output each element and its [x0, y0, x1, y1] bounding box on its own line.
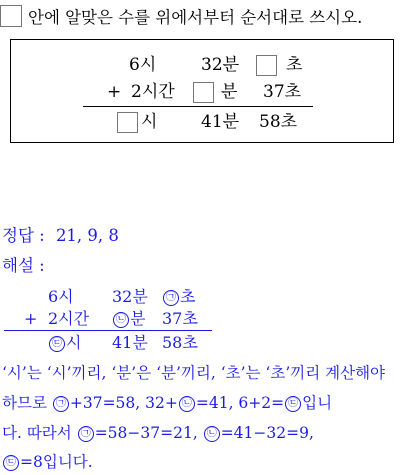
exp-row2-hour: 2시간	[48, 309, 90, 328]
problem-row1-second-unit: 초	[286, 55, 303, 75]
circled-a-icon: ㉠	[53, 396, 69, 412]
exp-sum-line	[4, 330, 212, 331]
circled-b-icon: ㉡	[113, 312, 129, 328]
circled-c-icon: ㉢	[49, 336, 65, 352]
problem-row1-minute: 32분	[201, 55, 240, 75]
circled-a-icon: ㉠	[163, 290, 179, 306]
answer-values: 21, 9, 8	[55, 226, 119, 245]
problem-row3-hour-unit: 시	[141, 112, 158, 132]
circled-b-icon: ㉡	[204, 426, 220, 442]
circled-c-icon: ㉢	[3, 455, 19, 471]
problem-row2-second: 37초	[263, 82, 302, 102]
exp-line1: ‘시’는 ‘시’끼리, ‘분’은 ‘분’끼리, ‘초’는 ‘초’끼리 계산해야	[2, 364, 386, 382]
problem-row2-minute-unit: 분	[221, 82, 238, 102]
exp-line3: 다. 따라서 ㉠ =58−37=21, ㉡ =41−32=9,	[2, 424, 314, 442]
circled-c-icon: ㉢	[285, 396, 301, 412]
problem-row1-hour: 6시	[129, 55, 157, 75]
answer-label: 정답 :	[2, 226, 45, 245]
problem-row3-minute: 41분	[201, 112, 240, 132]
circled-a-icon: ㉠	[78, 426, 94, 442]
circled-b-icon: ㉡	[179, 396, 195, 412]
exp-row2-second: 37초	[162, 309, 198, 328]
exp-line2: 하므로 ㉠ +37=58, 32+ ㉡ =41, 6+2= ㉢ 입니	[2, 394, 333, 412]
exp-row1-second: ㉠ 초	[162, 287, 195, 307]
problem-row3-second: 58초	[259, 112, 298, 132]
exp-row3-hour: ㉢ 시	[48, 333, 81, 353]
exp-row2-minute: ㉡ 분	[112, 309, 145, 329]
explanation-label: 해설 :	[2, 256, 45, 275]
exp-row1-hour: 6시	[48, 287, 74, 306]
exp-row1-minute: 32분	[112, 287, 148, 306]
exp-row3-second: 58초	[162, 333, 198, 352]
exp-row3-minute: 41분	[112, 333, 148, 352]
question-text: 안에 알맞은 수를 위에서부터 순서대로 쓰시오.	[28, 8, 363, 27]
exp-row2-op: +	[24, 309, 38, 328]
exp-line4: ㉢ =8입니다.	[2, 451, 93, 473]
problem-row2-op: +	[107, 82, 122, 102]
problem-row2-hour: 2시간	[131, 82, 175, 102]
